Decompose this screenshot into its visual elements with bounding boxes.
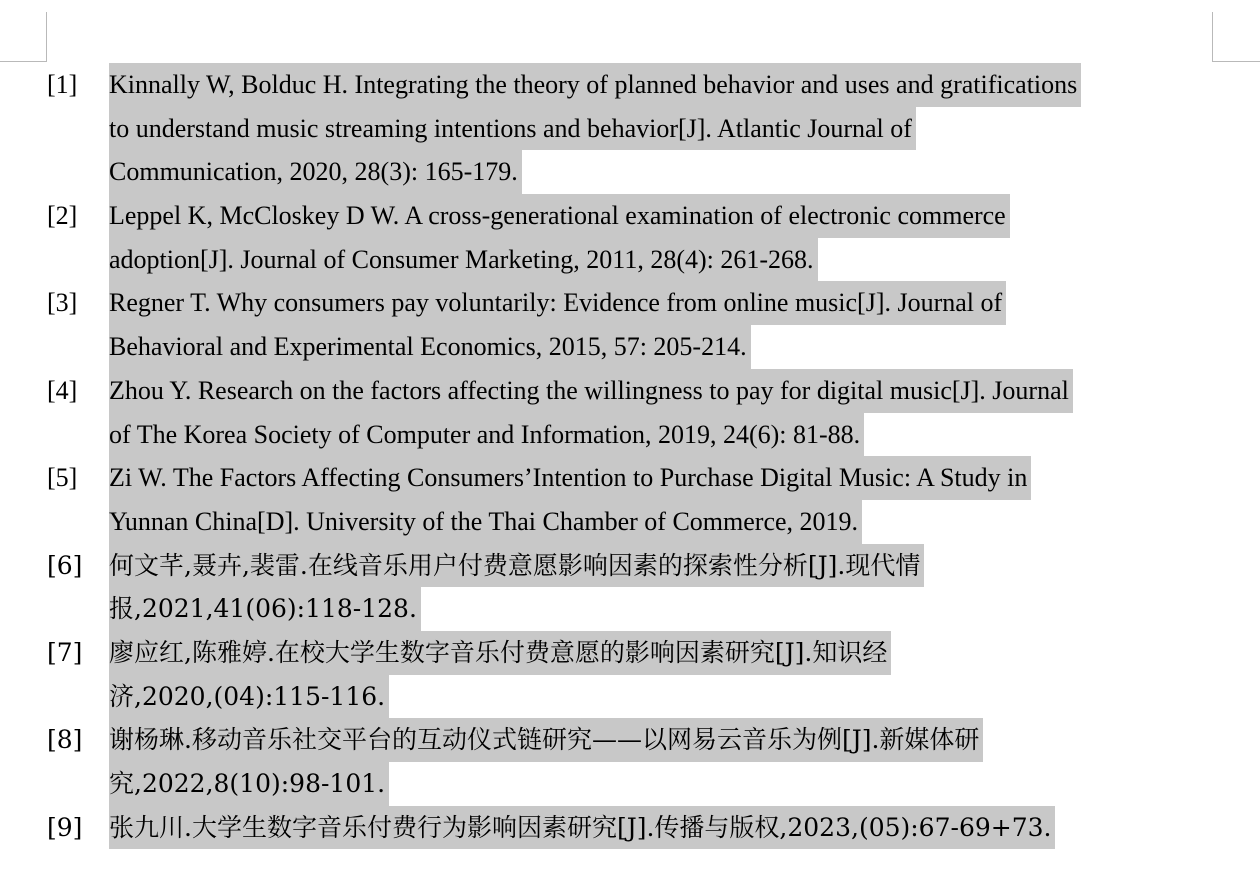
selected-text-line[interactable]: 谢杨琳.移动音乐社交平台的互动仪式链研究——以网易云音乐为例[J].新媒体研 <box>109 718 983 762</box>
reference-number: [3] <box>47 288 78 318</box>
reference-number: [2] <box>47 201 78 231</box>
selected-text-line[interactable]: Yunnan China[D]. University of the Thai Chamber of Commerce, 2019. <box>109 500 862 544</box>
selected-text-line[interactable]: 何文芊,聂卉,裴雷.在线音乐用户付费意愿影响因素的探索性分析[J].现代情 <box>109 544 924 588</box>
reference-number: [6] <box>47 550 83 580</box>
selected-text-line[interactable]: Zi W. The Factors Affecting Consumers’Intention to Purchase Digital Music: A Study in <box>109 456 1031 500</box>
selected-text-line[interactable]: Communication, 2020, 28(3): 165-179. <box>109 150 522 194</box>
reference-entry[interactable] <box>0 456 1260 543</box>
selected-text-line[interactable]: 究,2022,8(10):98-101. <box>109 762 389 806</box>
reference-entry[interactable] <box>0 63 1260 194</box>
reference-number: [9] <box>47 812 83 842</box>
selected-text-line[interactable]: Regner T. Why consumers pay voluntarily: Evidence from online music[J]. Journal of <box>109 281 1006 325</box>
reference-entry[interactable] <box>0 544 1260 631</box>
selected-text-line[interactable]: of The Korea Society of Computer and Information, 2019, 24(6): 81-88. <box>109 413 864 457</box>
margin-corner-mark <box>0 61 47 62</box>
margin-corner-mark <box>1212 61 1260 62</box>
reference-entry[interactable] <box>0 281 1260 368</box>
reference-entry[interactable] <box>0 631 1260 718</box>
selected-text-line[interactable]: to understand music streaming intentions and behavior[J]. Atlantic Journal of <box>109 107 916 151</box>
reference-entry[interactable] <box>0 194 1260 281</box>
reference-entry[interactable] <box>0 369 1260 456</box>
reference-entry[interactable] <box>0 718 1260 805</box>
margin-corner-mark <box>46 12 47 61</box>
reference-number: [5] <box>47 463 78 493</box>
reference-entry[interactable] <box>0 806 1260 850</box>
selected-text-line[interactable]: 廖应红,陈雅婷.在校大学生数字音乐付费意愿的影响因素研究[J].知识经 <box>109 631 891 675</box>
selected-text-line[interactable]: Zhou Y. Research on the factors affecting the willingness to pay for digital music[J]. Journal <box>109 369 1073 413</box>
margin-corner-mark <box>1212 12 1213 61</box>
reference-number: [4] <box>47 375 78 405</box>
reference-list <box>0 63 1260 849</box>
selected-text-line[interactable]: Kinnally W, Bolduc H. Integrating the theory of planned behavior and uses and gratifications <box>109 63 1081 107</box>
selected-text-line[interactable]: 济,2020,(04):115-116. <box>109 675 389 719</box>
selected-text-line[interactable]: adoption[J]. Journal of Consumer Marketing, 2011, 28(4): 261-268. <box>109 238 818 282</box>
reference-number: [7] <box>47 637 83 667</box>
selected-text-line[interactable]: Leppel K, McCloskey D W. A cross‐generational examination of electronic commerce <box>109 194 1010 238</box>
selected-text-line[interactable]: Behavioral and Experimental Economics, 2015, 57: 205-214. <box>109 325 751 369</box>
selected-text-line[interactable]: 张九川.大学生数字音乐付费行为影响因素研究[J].传播与版权,2023,(05):67-69+73. <box>109 806 1055 850</box>
selected-text-line[interactable]: 报,2021,41(06):118-128. <box>109 587 421 631</box>
reference-number: [1] <box>47 70 78 99</box>
reference-number: [8] <box>47 725 83 755</box>
